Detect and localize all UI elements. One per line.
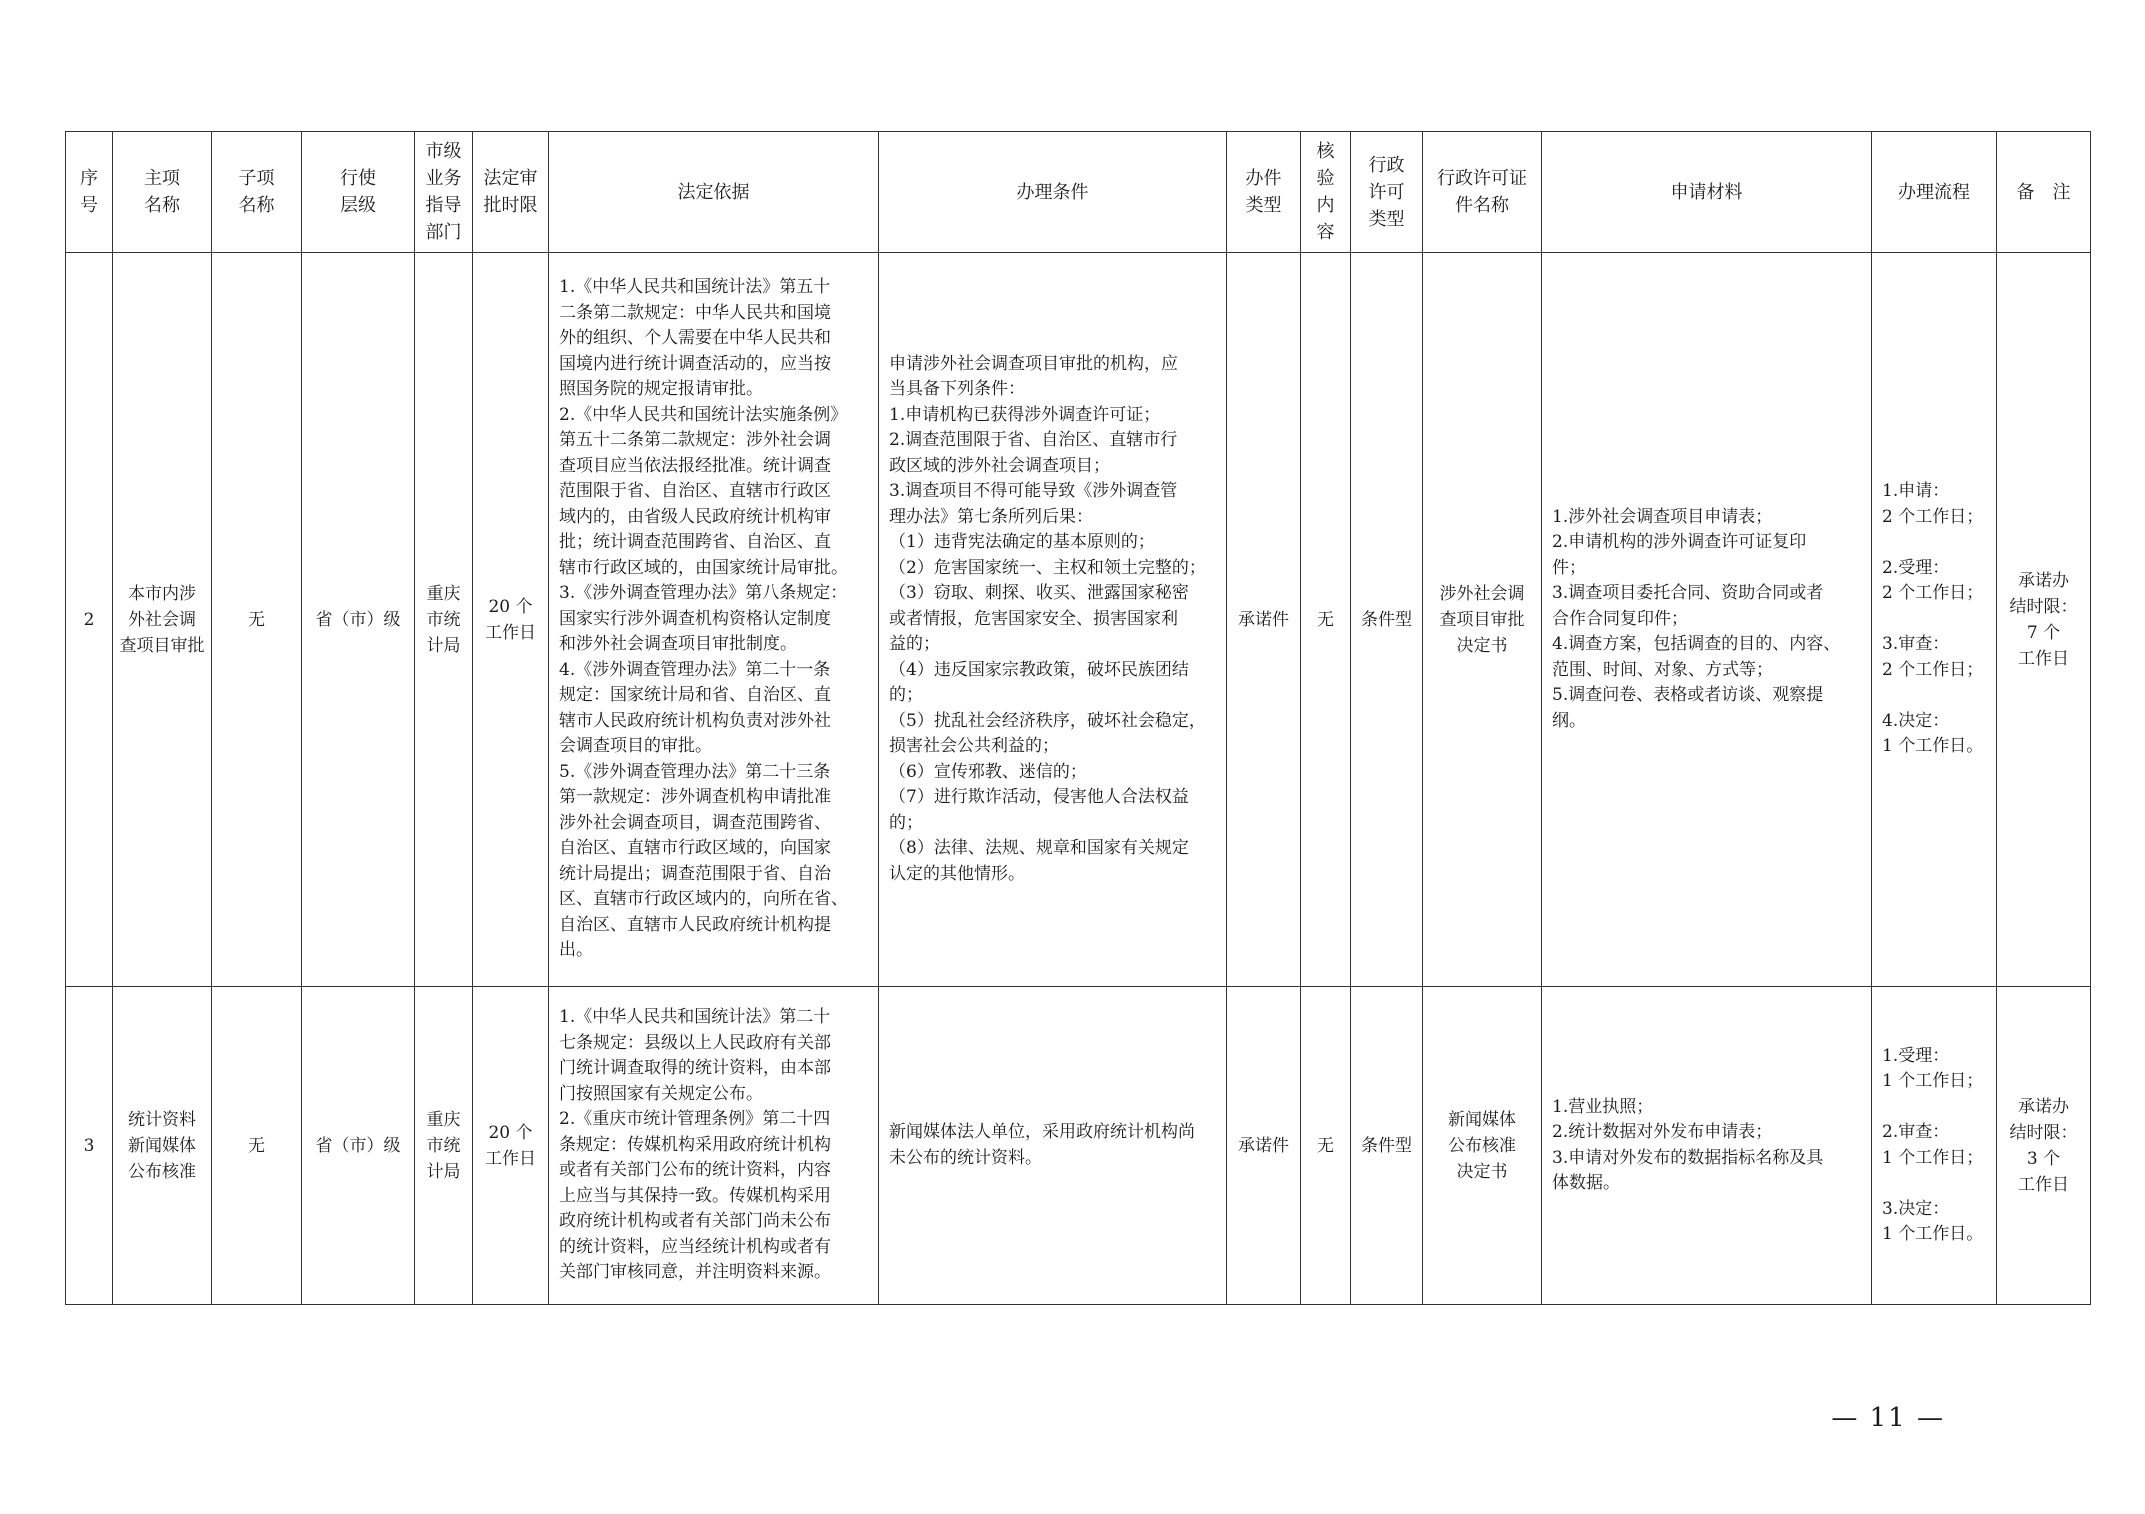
cell-sub-name: 无 (212, 987, 302, 1305)
cell-basis: 1.《中华人民共和国统计法》第二十 七条规定：县级以上人民政府有关部 门统计调查取得的统计资料，由本部 门按照国家有关规定公布。 2.《重庆市统计管理条例》第二十四 条规定：传媒机构采用政府统计机构 或者有关部门公布的统计资料，内容 上应当与其保持一致。传媒机构采用 政府统计机构或者有关部门尚未公布 的统计资料，应当经统计机构或者有 关部门审核同意，并注明资料来源。 (549, 987, 879, 1305)
cell-limit: 20 个 工作日 (473, 987, 549, 1305)
header-license-type: 行政 许可 类型 (1351, 132, 1423, 253)
header-cert-name: 行政许可证 件名称 (1423, 132, 1542, 253)
header-materials: 申请材料 (1542, 132, 1872, 253)
header-process: 办理流程 (1872, 132, 1997, 253)
cell-conditions: 新闻媒体法人单位，采用政府统计机构尚 未公布的统计资料。 (879, 987, 1227, 1305)
cell-seq: 2 (66, 253, 113, 987)
table-header-row (66, 132, 2091, 253)
cell-note: 承诺办 结时限： 7 个 工作日 (1997, 253, 2091, 987)
header-verify: 核 验 内 容 (1301, 132, 1351, 253)
header-dept: 市级 业务 指导 部门 (415, 132, 473, 253)
header-type: 办件 类型 (1227, 132, 1301, 253)
cell-basis: 1.《中华人民共和国统计法》第五十 二条第二款规定：中华人民共和国境 外的组织、个人需要在中华人民共和 国境内进行统计调查活动的，应当按 照国务院的规定报请审批。 2.《中华人民共和国统计法实施条例》 第五十二条第二款规定：涉外社会调 查项目应当依法报经批准。统计调查 范围限于省、自治区、直辖市行政区 域内的，由省级人民政府统计机构审 批；统计调查范围跨省、自治区、直 辖市行政区域的，由国家统计局审批。 3.《涉外调查管理办法》第八条规定： 国家实行涉外调查机构资格认定制度 和涉外社会调查项目审批制度。 4.《涉外调查管理办法》第二十一条 规定：国家统计局和省、自治区、直 辖市人民政府统计机构负责对涉外社 会调查项目的审批。 5.《涉外调查管理办法》第二十三条 第一款规定：涉外调查机构申请批准 涉外社会调查项目，调查范围跨省、 自治区、直辖市行政区域的，向国家 统计局提出；调查范围限于省、自治 区、直辖市行政区域内的，向所在省、 自治区、直辖市人民政府统计机构提 出。 (549, 253, 879, 987)
cell-conditions: 申请涉外社会调查项目审批的机构，应 当具备下列条件： 1.申请机构已获得涉外调查许可证； 2.调查范围限于省、自治区、直辖市行 政区域的涉外社会调查项目； 3.调查项目不得可能导致《涉外调查管 理办法》第七条所列后果： （1）违背宪法确定的基本原则的； （2）危害国家统一、主权和领土完整的； （3）窃取、刺探、收买、泄露国家秘密 或者情报，危害国家安全、损害国家利 益的； （4）违反国家宗教政策，破坏民族团结 的； （5）扰乱社会经济秩序，破坏社会稳定， 损害社会公共利益的； （6）宣传邪教、迷信的； （7）进行欺诈活动，侵害他人合法权益 的； （8）法律、法规、规章和国家有关规定 认定的其他情形。 (879, 253, 1227, 987)
cell-materials: 1.涉外社会调查项目申请表； 2.申请机构的涉外调查许可证复印 件； 3.调查项目委托合同、资助合同或者 合作合同复印件； 4.调查方案，包括调查的目的、内容、 范围、时间、对象、方式等； 5.调查问卷、表格或者访谈、观察提 纲。 (1542, 253, 1872, 987)
cell-main-name: 本市内涉 外社会调 查项目审批 (113, 253, 212, 987)
cell-limit: 20 个 工作日 (473, 253, 549, 987)
cell-dept: 重庆 市统 计局 (415, 253, 473, 987)
cell-verify: 无 (1301, 253, 1351, 987)
cell-main-name: 统计资料 新闻媒体 公布核准 (113, 987, 212, 1305)
cell-seq: 3 (66, 987, 113, 1305)
cell-note: 承诺办 结时限： 3 个 工作日 (1997, 987, 2091, 1305)
cell-cert-name: 新闻媒体 公布核准 决定书 (1423, 987, 1542, 1305)
page-number: — 11 — (1831, 1403, 1945, 1433)
header-seq: 序 号 (66, 132, 113, 253)
cell-process: 1.受理： 1 个工作日； 2.审查： 1 个工作日； 3.决定： 1 个工作日。 (1872, 987, 1997, 1305)
cell-level: 省（市）级 (302, 987, 415, 1305)
cell-process: 1.申请： 2 个工作日； 2.受理： 2 个工作日； 3.审查： 2 个工作日； 4.决定： 1 个工作日。 (1872, 253, 1997, 987)
table-row (66, 253, 2091, 987)
cell-type: 承诺件 (1227, 253, 1301, 987)
cell-level: 省（市）级 (302, 253, 415, 987)
cell-sub-name: 无 (212, 253, 302, 987)
approval-items-table (65, 131, 2091, 1305)
cell-license-type: 条件型 (1351, 987, 1423, 1305)
header-basis: 法定依据 (549, 132, 879, 253)
header-main-name: 主项 名称 (113, 132, 212, 253)
header-note: 备 注 (1997, 132, 2091, 253)
table-row (66, 987, 2091, 1305)
cell-materials: 1.营业执照； 2.统计数据对外发布申请表； 3.申请对外发布的数据指标名称及具 体数据。 (1542, 987, 1872, 1305)
header-level: 行使 层级 (302, 132, 415, 253)
cell-cert-name: 涉外社会调 查项目审批 决定书 (1423, 253, 1542, 987)
header-conditions: 办理条件 (879, 132, 1227, 253)
header-sub-name: 子项 名称 (212, 132, 302, 253)
header-limit: 法定审 批时限 (473, 132, 549, 253)
cell-type: 承诺件 (1227, 987, 1301, 1305)
cell-dept: 重庆 市统 计局 (415, 987, 473, 1305)
cell-verify: 无 (1301, 987, 1351, 1305)
cell-license-type: 条件型 (1351, 253, 1423, 987)
